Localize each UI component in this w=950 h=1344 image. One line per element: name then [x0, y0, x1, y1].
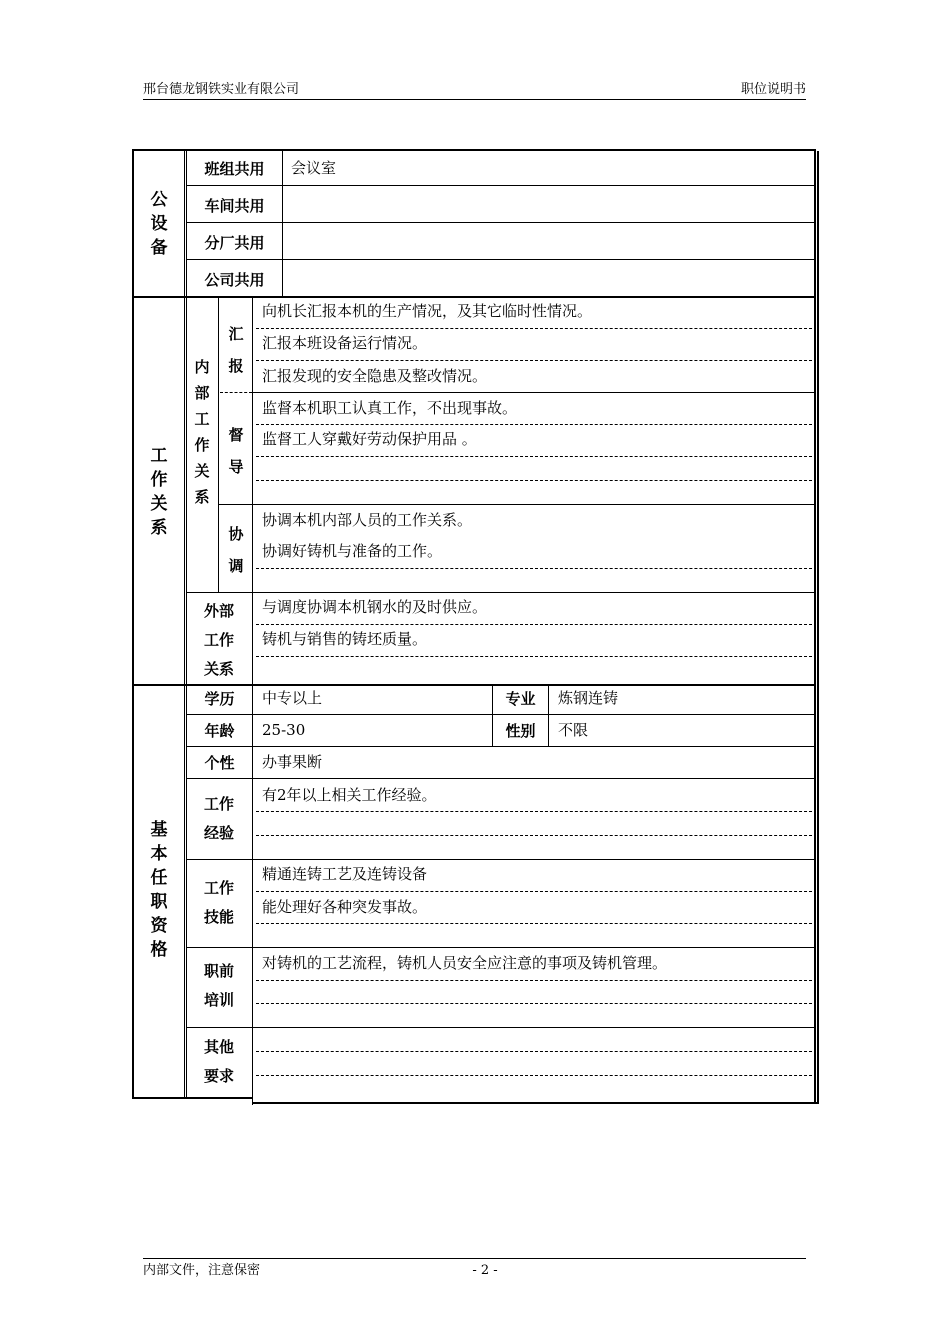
education-value: 中专以上: [262, 689, 323, 707]
report-line-3: 汇报发现的安全隐患及整改情况。: [262, 367, 488, 385]
other-requirements-label: 其他要求: [203, 1038, 234, 1085]
coordinate-label: 协调: [228, 525, 244, 575]
personality-label: 个性: [204, 754, 235, 772]
supervise-line-2: 监督工人穿戴好劳动保护用品 。: [262, 430, 477, 448]
header-rule: [143, 99, 806, 100]
age-value: 25-30: [262, 721, 306, 739]
coordinate-line-2: 协调好铸机与准备的工作。: [262, 542, 443, 560]
training-line-1: 对铸机的工艺流程，铸机人员安全应注意的事项及铸机管理。: [262, 954, 668, 972]
external-line-1: 与调度协调本机钢水的及时供应。: [262, 598, 488, 616]
company-name: 邢台德龙钢铁实业有限公司: [143, 82, 300, 97]
experience-label: 工作经验: [203, 795, 234, 842]
age-label: 年龄: [204, 722, 235, 740]
footer-rule: [143, 1258, 806, 1259]
equipment-label-team: 班组共用: [204, 160, 265, 178]
gender-label: 性别: [505, 722, 536, 740]
supervise-line-1: 监督本机职工认真工作，不出现事故。: [262, 399, 518, 417]
confidential-notice: 内部文件，注意保密: [143, 1263, 261, 1278]
equipment-label-company: 公司共用: [204, 271, 265, 289]
internal-relations-title: 内部工作关系: [194, 358, 210, 506]
work-relations-section-title: 工作关系: [150, 446, 168, 538]
external-line-2: 铸机与销售的铸坯质量。: [262, 630, 428, 648]
equipment-section-title: 公设备: [150, 190, 168, 258]
report-line-1: 向机长汇报本机的生产情况，及其它临时性情况。: [262, 302, 593, 320]
experience-line-1: 有2年以上相关工作经验。: [262, 786, 437, 804]
equipment-value-team: 会议室: [291, 159, 337, 177]
skills-line-1: 精通连铸工艺及连铸设备: [262, 865, 428, 883]
supervise-label: 督导: [228, 426, 244, 476]
document-type: 职位说明书: [740, 82, 806, 97]
gender-value: 不限: [558, 721, 589, 739]
training-label: 职前培训: [203, 962, 234, 1009]
major-label: 专业: [505, 690, 536, 708]
qualifications-section-title: 基本任职资格: [150, 820, 168, 960]
external-relations-label: 外部工作关系: [203, 602, 234, 678]
major-value: 炼钢连铸: [558, 689, 619, 707]
report-line-2: 汇报本班设备运行情况。: [262, 334, 428, 352]
report-label: 汇报: [228, 325, 244, 375]
skills-label: 工作技能: [203, 879, 234, 926]
personality-value: 办事果断: [262, 753, 323, 771]
skills-line-2: 能处理好各种突发事故。: [262, 898, 428, 916]
coordinate-line-1: 协调本机内部人员的工作关系。: [262, 511, 473, 529]
equipment-label-workshop: 车间共用: [204, 197, 265, 215]
education-label: 学历: [204, 690, 235, 708]
equipment-label-branch: 分厂共用: [204, 234, 265, 252]
page-number: - 2 -: [472, 1263, 498, 1278]
